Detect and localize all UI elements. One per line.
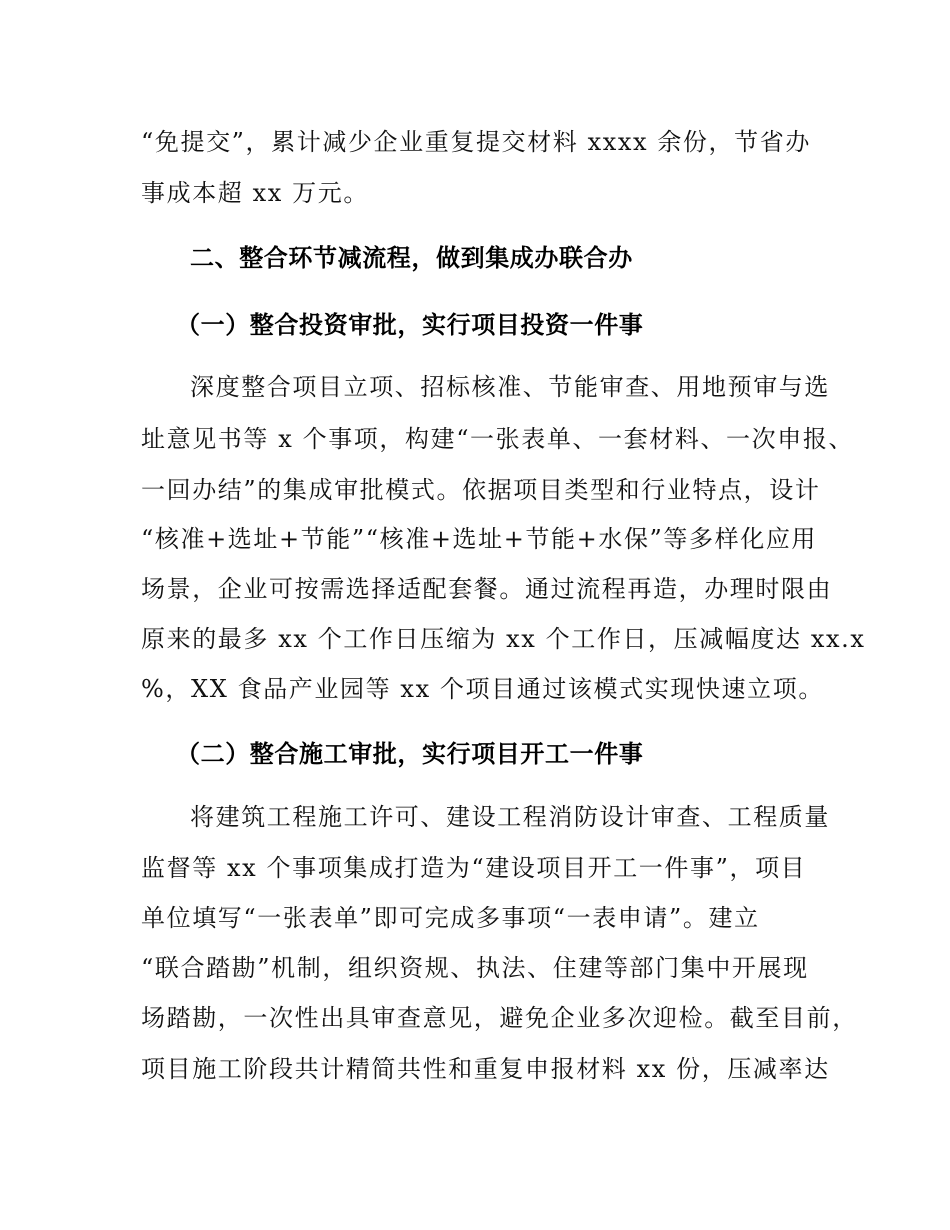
subsection-heading-1: （一）整合投资审批，实行项目投资一件事 xyxy=(176,311,644,339)
paragraph-1-line-6: 原来的最多 xx 个工作日压缩为 xx 个工作日，压减幅度达 xx.x xyxy=(141,625,866,653)
paragraph-1-line-2: 址意见书等 x 个事项，构建“一张表单、一套材料、一次申报、 xyxy=(141,425,855,453)
paragraph-2-line-5: 场踏勘，一次性出具审查意见，避免企业多次迎检。截至目前， xyxy=(141,1004,858,1032)
paragraph-1-line-1: 深度整合项目立项、招标核准、节能审查、用地预审与选 xyxy=(190,373,830,401)
paragraph-1-line-7: %，XX 食品产业园等 xx 个项目通过该模式实现快速立项。 xyxy=(141,675,824,703)
paragraph-2-line-1: 将建筑工程施工许可、建设工程消防设计审查、工程质量 xyxy=(190,803,830,831)
subsection-heading-2: （二）整合施工审批，实行项目开工一件事 xyxy=(176,740,644,768)
continuation-line-2: 事成本超 xx 万元。 xyxy=(141,179,369,207)
paragraph-2-line-6: 项目施工阶段共计精简共性和重复申报材料 xx 份，压减率达 xyxy=(141,1055,830,1083)
paragraph-1-line-4: “核准+选址+节能”“核准+选址+节能+水保”等多样化应用 xyxy=(141,525,818,553)
paragraph-2-line-3: 单位填写“一张表单”即可完成多事项“一表申请”。建立 xyxy=(141,904,760,932)
continuation-line-1: “免提交”，累计减少企业重复提交材料 xxxx 余份，节省办 xyxy=(141,128,811,156)
paragraph-1-line-3: 一回办结”的集成审批模式。依据项目类型和行业特点，设计 xyxy=(141,476,821,504)
paragraph-1-line-5: 场景，企业可按需选择适配套餐。通过流程再造，办理时限由 xyxy=(141,575,833,603)
section-heading: 二、整合环节减流程，做到集成办联合办 xyxy=(190,244,633,272)
paragraph-2-line-2: 监督等 xx 个事项集成打造为“建设项目开工一件事”，项目 xyxy=(141,854,807,882)
paragraph-2-line-4: “联合踏勘”机制，组织资规、执法、住建等部门集中开展现 xyxy=(141,954,809,982)
